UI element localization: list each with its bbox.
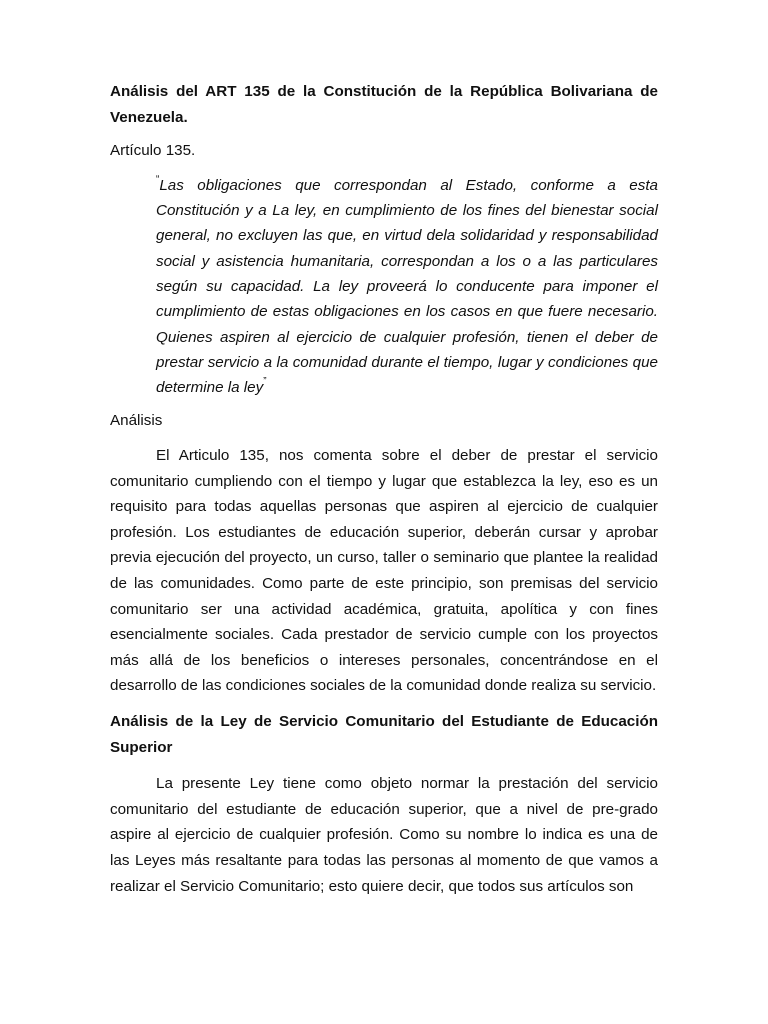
document-title: Análisis del ART 135 de la Constitución de la República Bolivariana de Venezuela. (110, 83, 658, 126)
quote-close-mark: ” (263, 376, 267, 388)
article-label: Artículo 135. (110, 142, 196, 160)
analysis-paragraph: El Articulo 135, nos comenta sobre el deber de prestar el servicio comunitario cumpliendo con el tiempo y lugar que establezca la ley, eso es un requisito para todas aquellas personas que aspiren al ejercicio de cualquier profesión. Los estudiantes de educación superior, deberán cursar y aprobar previa ejecución del proyecto, un curso, taller o seminario que plantee la realidad de las comunidades. Como parte de este principio, son premisas del servicio comunitario ser una actividad académica, gratuita, apolítica y con fines esencialmente sociales. Cada prestador de servicio cumple con los proyectos más allá de los beneficios o intereses personales, concentrándose en el desarrollo de las condiciones sociales de la comunidad donde realiza su servicio. (110, 447, 658, 695)
quote-text: Las obligaciones que correspondan al Estado, conforme a esta Constitución y a La ley, en cumplimiento de los fines del bienestar social general, no excluyen las que, en virtud dela solidaridad y responsabilidad social y asistencia humanitaria, correspondan a los o a las particulares según su capacidad. La ley proveerá lo conducente para imponer el cumplimiento de estas obligaciones en los casos en que fuere necesario. Quienes aspiren al ejercicio de cualquier profesión, tienen el deber de prestar servicio a la comunidad durante el tiempo, lugar y condiciones que determine la ley (156, 176, 658, 397)
law-paragraph: La presente Ley tiene como objeto normar la prestación del servicio comunitario del estudiante de educación superior, que a nivel de pre-grado aspire al ejercicio de cualquier profesión. Como su nombre lo indica es una de las Leyes más resaltante para todas las personas al momento de que vamos a realizar el Servicio Comunitario; esto quiere decir, que todos sus artículos son (110, 775, 658, 895)
analysis-label: Análisis (110, 412, 163, 430)
article-quote (156, 173, 658, 401)
document-page (110, 79, 658, 899)
quote-open-mark: “ (156, 173, 160, 185)
law-heading: Análisis de la Ley de Servicio Comunitario del Estudiante de Educación Superior (110, 712, 658, 756)
